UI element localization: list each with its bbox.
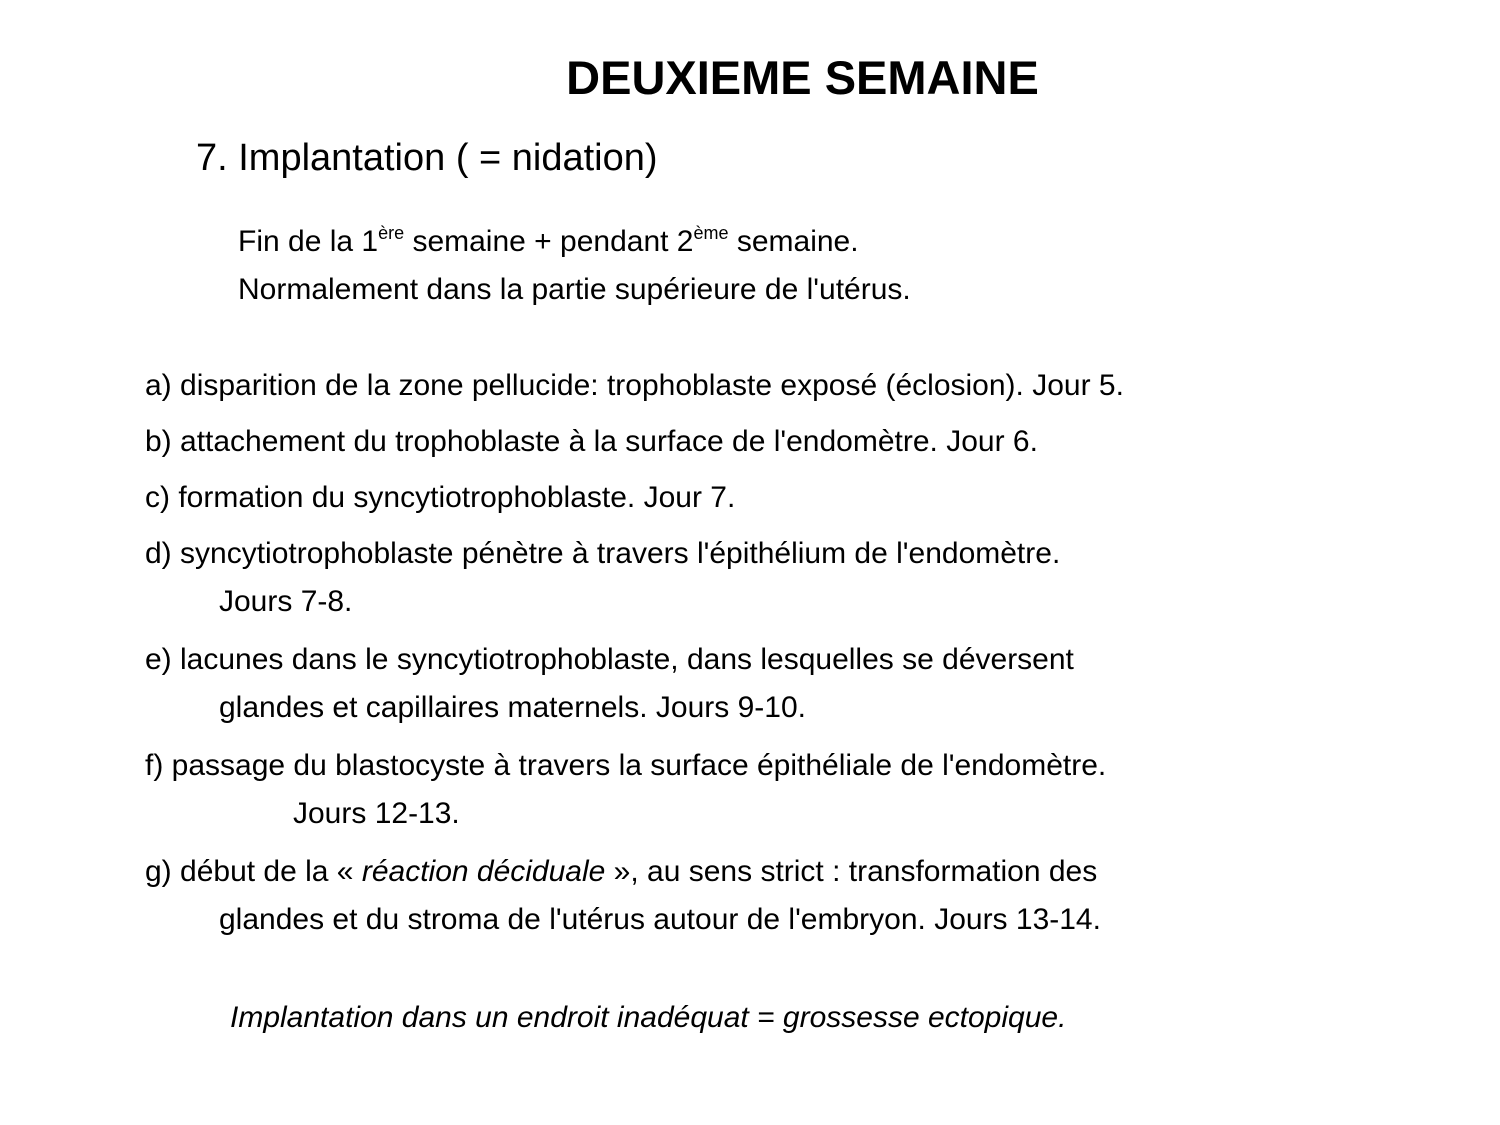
intro-line-1-part-2: semaine + pendant 2 — [404, 225, 694, 258]
list-item-c — [145, 474, 735, 522]
list-item-f — [145, 742, 1106, 838]
intro-line-1 — [238, 218, 911, 266]
list-item-a — [145, 362, 1124, 410]
emphasized-term: réaction déciduale — [361, 855, 606, 888]
list-item-text: a) disparition de la zone pellucide: trophoblaste exposé (éclosion). Jour 5. — [145, 369, 1124, 402]
list-item-e — [145, 636, 1074, 732]
list-item-text: e) lacunes dans le syncytiotrophoblaste, dans lesquelles se déversent — [145, 643, 1074, 676]
superscript-ere: ère — [378, 223, 405, 243]
list-item-continuation: Jours 12-13. — [293, 797, 460, 830]
section-heading: 7. Implantation ( = nidation) — [196, 137, 658, 179]
list-item-text: d) syncytiotrophoblaste pénètre à travers l'épithélium de l'endomètre. — [145, 537, 1061, 570]
list-item-text: f) passage du blastocyste à travers la surface épithéliale de l'endomètre. — [145, 749, 1107, 782]
list-item-g — [145, 848, 1101, 944]
intro-line-1-part-3: semaine. — [728, 225, 859, 258]
intro-line-1-part-1: Fin de la 1 — [238, 225, 379, 258]
list-item-continuation: Jours 7-8. — [219, 585, 353, 618]
slide-title: DEUXIEME SEMAINE — [566, 51, 1039, 104]
list-item-text-after: », au sens strict : transformation des — [605, 855, 1098, 888]
intro-line-2: Normalement dans la partie supérieure de l'utérus. — [238, 273, 911, 306]
list-item-text: c) formation du syncytiotrophoblaste. Jour 7. — [145, 481, 736, 514]
superscript-eme: ème — [693, 223, 729, 243]
list-item-text — [145, 855, 1097, 888]
list-item-text: b) attachement du trophoblaste à la surface de l'endomètre. Jour 6. — [145, 425, 1038, 458]
list-item-b — [145, 418, 1038, 466]
footer-note: Implantation dans un endroit inadéquat = grossesse ectopique. — [230, 1001, 1067, 1034]
list-item-continuation: glandes et du stroma de l'utérus autour de l'embryon. Jours 13-14. — [219, 903, 1101, 936]
intro-text — [238, 218, 911, 314]
list-item-continuation: glandes et capillaires maternels. Jours 9-10. — [219, 691, 806, 724]
list-item-text-before: g) début de la « — [145, 855, 362, 888]
list-item-d — [145, 530, 1060, 626]
